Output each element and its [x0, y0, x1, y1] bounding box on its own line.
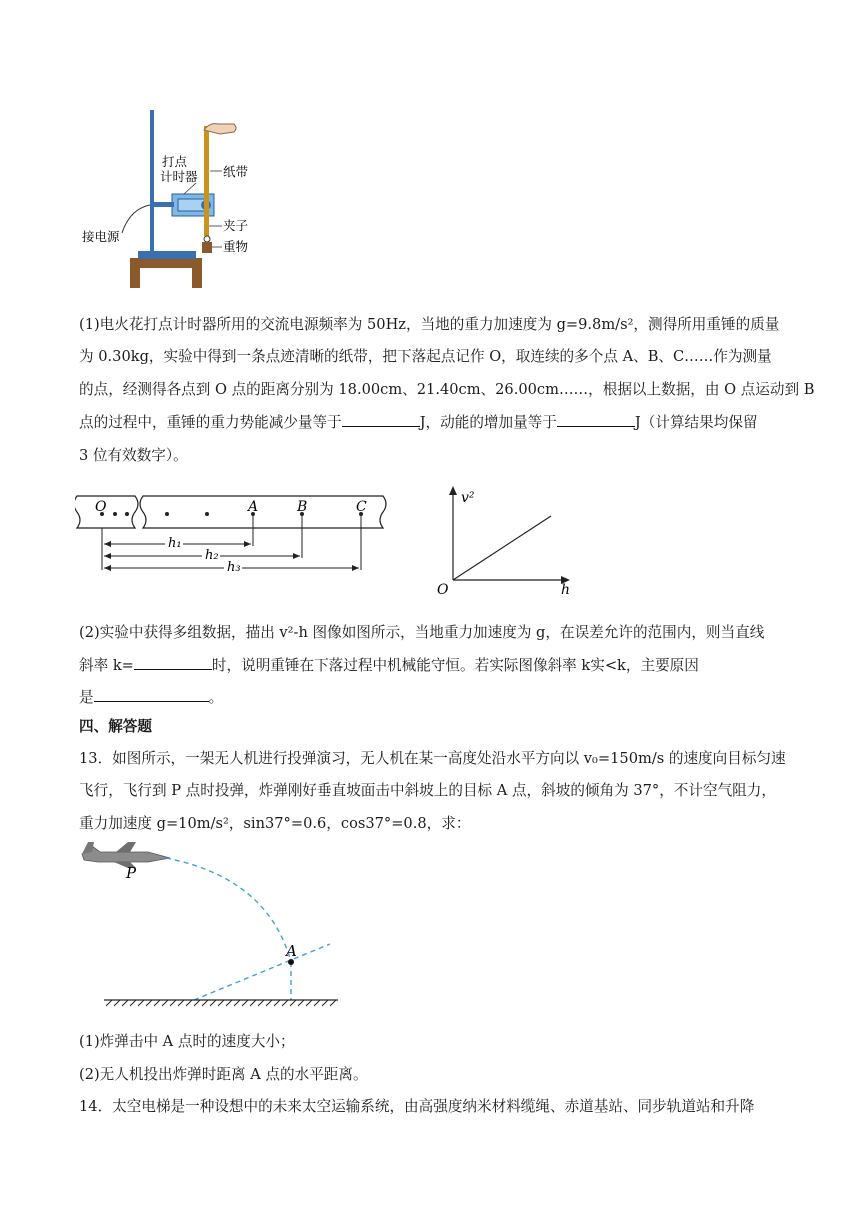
label-h2: h₂	[205, 548, 219, 563]
answer-blank-potential[interactable]	[342, 412, 420, 427]
table-top	[130, 258, 202, 268]
q12-1-line4c: J（计算结果均保留	[634, 414, 758, 431]
weight	[202, 242, 212, 253]
label-O: O	[95, 499, 107, 515]
origin-label: O	[437, 582, 449, 598]
label-h1: h₁	[168, 536, 182, 551]
label-B: B	[297, 499, 308, 515]
q12-1-line5: 3 位有效数字）。	[79, 447, 188, 464]
q13-line2: 飞行，飞行到 P 点时投弹，炸弹刚好垂直坡面击中斜坡上的目标 A 点，斜坡的倾角为 37°，不计空气阻力，	[79, 782, 776, 799]
trajectory	[166, 858, 291, 962]
q12-1-line2: 为 0.30kg，实验中得到一条点迹清晰的纸带，把下落起点记作 O，取连续的多个点 A、B、C……作为测量	[79, 348, 772, 365]
drone-figure	[78, 838, 348, 1010]
label-weight: 重物	[223, 239, 249, 254]
stand-base	[138, 251, 196, 259]
q13-line3: 重力加速度 g=10m/s²，sin37°=0.6，cos37°=0.8，求：	[79, 815, 471, 832]
section-heading: 四、解答题	[79, 718, 152, 735]
q12-2-line3a: 是	[79, 689, 94, 706]
q12-2-line2b: 时，说明重锤在下落过程中机械能守恒。若实际图像斜率 k实<k，主要原因	[211, 657, 699, 674]
ground-hatch	[106, 1000, 336, 1006]
q12-1-line4a: 点的过程中，重锤的重力势能减少量等于	[79, 414, 342, 431]
q12-2-line1: (2)实验中获得多组数据，描出 v²-h 图像如图所示，当地重力加速度为 g，在误差允许的范围内，则当直线	[79, 624, 765, 641]
ylabel: v²	[461, 490, 475, 506]
tape-figure	[75, 490, 395, 585]
q12-2-line2	[79, 654, 699, 675]
v2-h-line	[453, 516, 551, 580]
answer-blank-kinetic[interactable]	[557, 412, 635, 427]
label-timer-2: 计时器	[160, 169, 198, 184]
apparatus-figure	[80, 108, 260, 292]
q12-1-line1: (1)电火花打点计时器所用的交流电源频率为 50Hz，当地的重力加速度为 g=9.8m/s²，测得所用重锤的质量	[79, 316, 780, 333]
q13-line1: 13．如图所示，一架无人机进行投弹演习，无人机在某一高度处沿水平方向以 v₀=150m/s 的速度向目标匀速	[79, 750, 786, 767]
answer-blank-reason[interactable]	[94, 687, 209, 702]
q12-2-line3b: 。	[208, 689, 224, 706]
q13-sub2: (2)无人机投出炸弹时距离 A 点的水平距离。	[79, 1066, 368, 1083]
tape-right	[140, 496, 386, 528]
v2-h-graph	[425, 478, 585, 598]
stand-rod	[150, 110, 154, 252]
q12-1-line4	[79, 411, 758, 432]
label-timer-1: 打点	[162, 154, 188, 169]
xlabel: h	[561, 582, 571, 598]
slope-line	[194, 944, 330, 1000]
label-clip: 夹子	[223, 218, 249, 233]
answer-blank-slope[interactable]	[134, 655, 212, 670]
tape-left	[75, 496, 138, 528]
q12-2-line2a: 斜率 k=	[79, 657, 134, 674]
q12-1-line4b: J，动能的增加量等于	[419, 414, 557, 431]
label-P: P	[126, 864, 137, 882]
paper-tape	[204, 126, 209, 236]
q12-2-line3	[79, 686, 223, 707]
label-tape: 纸带	[223, 164, 249, 179]
q13-sub1: (1)炸弹击中 A 点时的速度大小；	[79, 1033, 295, 1050]
q14-line1: 14．太空电梯是一种设想中的未来太空运输系统，由高强度纳米材料缆绳、赤道基站、同步轨道站和升降	[79, 1098, 755, 1115]
q12-1-line3: 的点，经测得各点到 O 点的距离分别为 18.00cm、21.40cm、26.00cm……，根据以上数据，由 O 点运动到 B	[79, 381, 815, 398]
label-C: C	[356, 499, 367, 515]
label-power: 接电源	[82, 229, 120, 244]
label-h3: h₃	[227, 560, 241, 575]
label-A-fig: A	[286, 942, 297, 960]
label-A: A	[248, 499, 259, 515]
